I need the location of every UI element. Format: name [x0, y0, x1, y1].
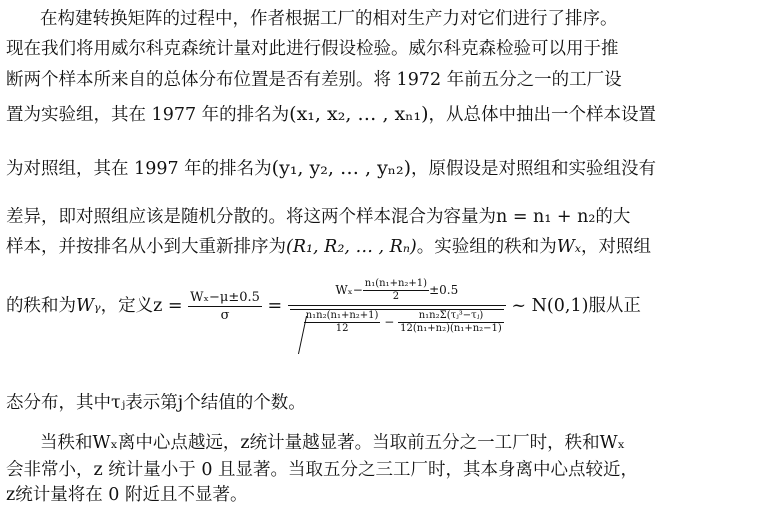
z-fraction-full	[288, 278, 506, 335]
l5-text-a: 为对照组，其在 1997 年的排名为	[6, 159, 272, 179]
num-pm: ±0.5	[429, 283, 459, 297]
control-group-vector: (y₁, y₂, … , yₙ₂)	[271, 157, 412, 179]
p1-line-3: 断两个样本所来自的总体分布位置是否有差别。将 1972 年前五分之一的工厂设	[6, 70, 622, 90]
p1-line-7	[6, 236, 651, 258]
z-fraction-simple	[188, 289, 262, 324]
equals-sign: =	[267, 296, 283, 316]
den-right-bottom: 12(n₁+n₂)(n₁+n₂−1)	[400, 323, 502, 334]
l8-text-def: ，定义z =	[100, 296, 183, 316]
l4-text-a: 置为实验组，其在 1977 年的排名为	[6, 105, 290, 125]
ranked-sample-vector: (R₁, R₂, … , Rₙ)	[286, 237, 417, 257]
z-simple-denominator: σ	[220, 308, 230, 323]
p2-line-2: 会非常小，z 统计量小于 0 且显著。当取五分之三工厂时，其本身离中心点较近，	[6, 460, 639, 480]
den-right-fraction	[398, 310, 504, 335]
num-wx: Wₓ−	[335, 283, 363, 297]
den-minus: −	[384, 315, 395, 329]
l7-text-c: ，对照组	[580, 237, 651, 257]
z-full-denominator	[288, 306, 506, 335]
p1-line-6	[6, 206, 630, 228]
l6-text-a: 差异，即对照组应该是随机分散的。将这两个样本混合为容量为	[6, 207, 496, 227]
z-simple-numerator: Wₓ−μ±0.5	[190, 290, 260, 305]
p1-line-8-formula	[6, 278, 641, 335]
den-left-bottom: 12	[335, 323, 349, 334]
l8-text-a: 的秩和为	[6, 296, 76, 316]
p1-line-5	[6, 157, 656, 180]
sqrt-radical	[290, 309, 504, 335]
l8-text-post: ~ N(0,1)服从正	[511, 296, 641, 316]
rank-sum-wx: Wₓ	[556, 237, 581, 257]
den-left-top: n₁n₂(n₁+n₂+1)	[305, 310, 379, 321]
l7-text-a: 样本，并按排名从小到大重新排序为	[6, 237, 286, 257]
l6-text-b: 的大	[595, 207, 631, 227]
z-full-numerator	[288, 278, 506, 306]
p1-line-9: 态分布，其中τⱼ表示第j个结值的个数。	[6, 393, 306, 413]
p1-line-2: 现在我们将用威尔科克森统计量对此进行假设检验。威尔科克森检验可以用于推	[6, 39, 619, 59]
den-right-top: n₁n₂Σ(τⱼ³−τⱼ)	[398, 310, 504, 323]
experimental-group-vector: (x₁, x₂, … , xₙ₁)	[289, 103, 429, 125]
l5-text-b: ，原假设是对照组和实验组没有	[411, 159, 657, 179]
num-inner-bottom: 2	[392, 291, 400, 302]
sample-size-equation: n = n₁ + n₂	[496, 207, 596, 227]
l4-text-b: ，从总体中抽出一个样本设置	[428, 105, 656, 125]
rank-sum-wy: Wᵧ	[76, 296, 101, 316]
p2-line-3: z统计量将在 0 附近且不显著。	[6, 485, 248, 505]
p1-line-1: 在构建转换矩阵的过程中，作者根据工厂的相对生产力对它们进行了排序。	[40, 9, 618, 29]
p1-line-4	[6, 103, 656, 126]
num-inner-fraction	[363, 278, 429, 303]
p2-line-1: 当秩和Wₓ离中心点越远，z统计量越显著。当取前五分之一工厂时，秩和Wₓ	[40, 433, 626, 453]
l7-text-b: 。实验组的秩和为	[416, 237, 557, 257]
den-left-fraction	[304, 310, 381, 335]
num-inner-top: n₁(n₁+n₂+1)	[364, 278, 428, 289]
